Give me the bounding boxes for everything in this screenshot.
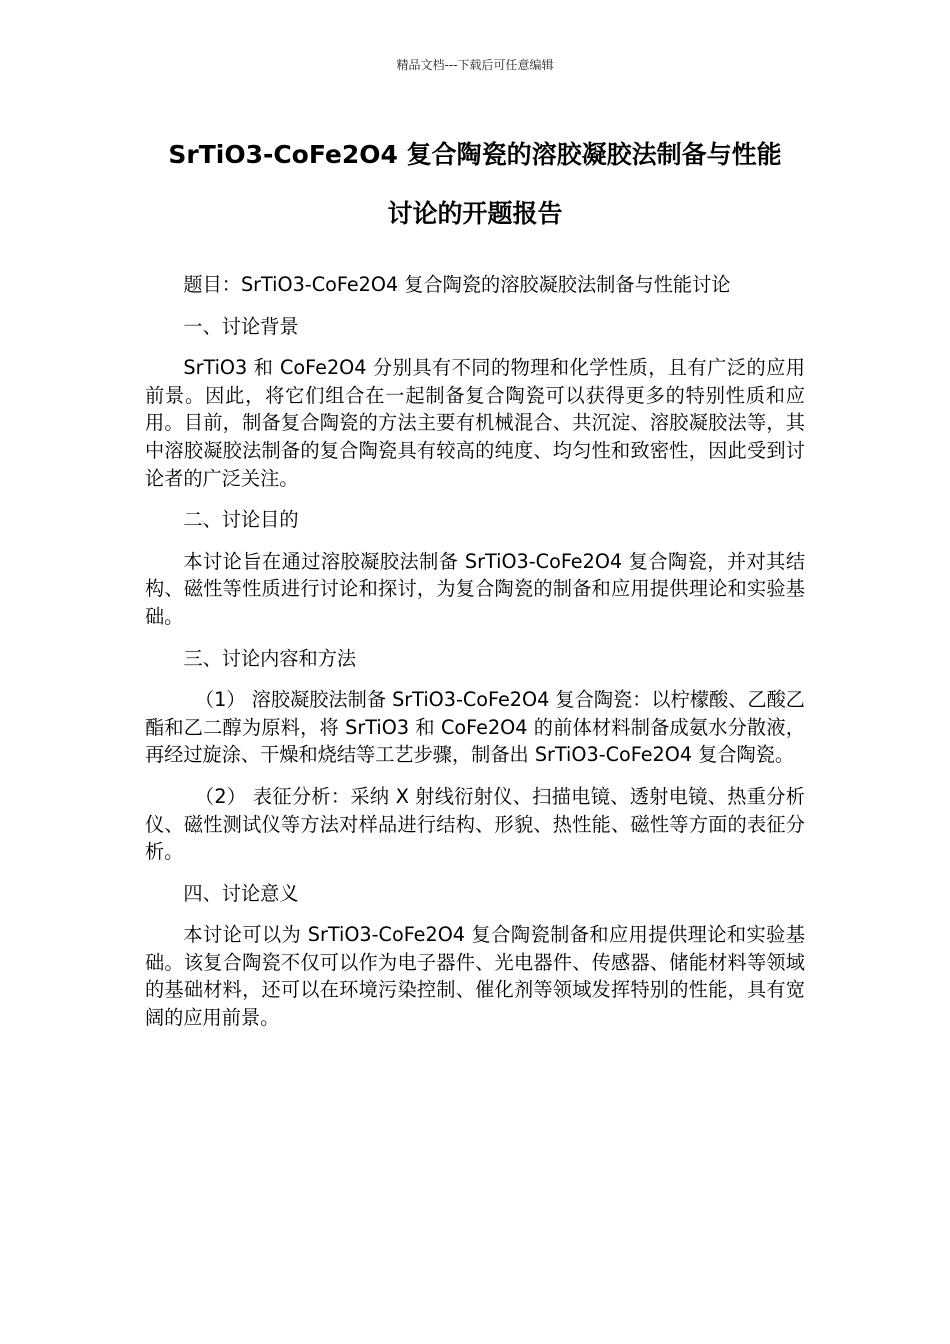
paragraph-significance: 本讨论可以为 SrTiO3-CoFe2O4 复合陶瓷制备和应用提供理论和实验基础。该复合陶瓷不仅可以作为电子器件、光电器件、传感器、储能材料等领域的基础材料，还可以在环境污染控制、催化剂等领域发挥特别的性能，具有宽阔的应用前景。 xyxy=(145,923,805,1030)
page-header: 精品文档---下载后可任意编辑 xyxy=(396,58,554,72)
list-item-method-1: （1） 溶胶凝胶法制备 SrTiO3-CoFe2O4 复合陶瓷：以柠檬酸、乙酸乙酯和乙二醇为原料，将 SrTiO3 和 CoFe2O4 的前体材料制备成氨水分散液，再经过旋涂、干燥和烧结等工艺步骤，制备出 SrTiO3-CoFe2O4 复合陶瓷。 xyxy=(145,688,805,767)
paragraph-purpose: 本讨论旨在通过溶胶凝胶法制备 SrTiO3-CoFe2O4 复合陶瓷，并对其结构、磁性等性质进行讨论和探讨，为复合陶瓷的制备和应用提供理论和实验基础。 xyxy=(145,549,805,628)
section-heading-content-methods: 三、讨论内容和方法 xyxy=(183,646,357,670)
paragraph-background: SrTiO3 和 CoFe2O4 分别具有不同的物理和化学性质，且有广泛的应用前景。因此，将它们组合在一起制备复合陶瓷可以获得更多的特别性质和应用。目前，制备复合陶瓷的方法主要有机械混合、共沉淀、溶胶凝胶法等，其中溶胶凝胶法制备的复合陶瓷具有较高的纯度、均匀性和致密性，因此受到讨论者的广泛关注。 xyxy=(145,356,805,490)
section-heading-background: 一、讨论背景 xyxy=(183,314,299,338)
list-item-method-2: （2） 表征分析：采纳 X 射线衍射仪、扫描电镜、透射电镜、热重分析仪、磁性测试仪等方法对样品进行结构、形貌、热性能、磁性等方面的表征分析。 xyxy=(145,784,805,864)
document-body xyxy=(145,271,805,1046)
document-title-line-1: SrTiO3-CoFe2O4 复合陶瓷的溶胶凝胶法制备与性能 xyxy=(168,140,782,169)
section-heading-purpose: 二、讨论目的 xyxy=(183,508,299,532)
subject-line: 题目：SrTiO3-CoFe2O4 复合陶瓷的溶胶凝胶法制备与性能讨论 xyxy=(183,273,731,296)
section-heading-significance: 四、讨论意义 xyxy=(183,881,299,905)
document-title-line-2: 讨论的开题报告 xyxy=(387,199,563,228)
